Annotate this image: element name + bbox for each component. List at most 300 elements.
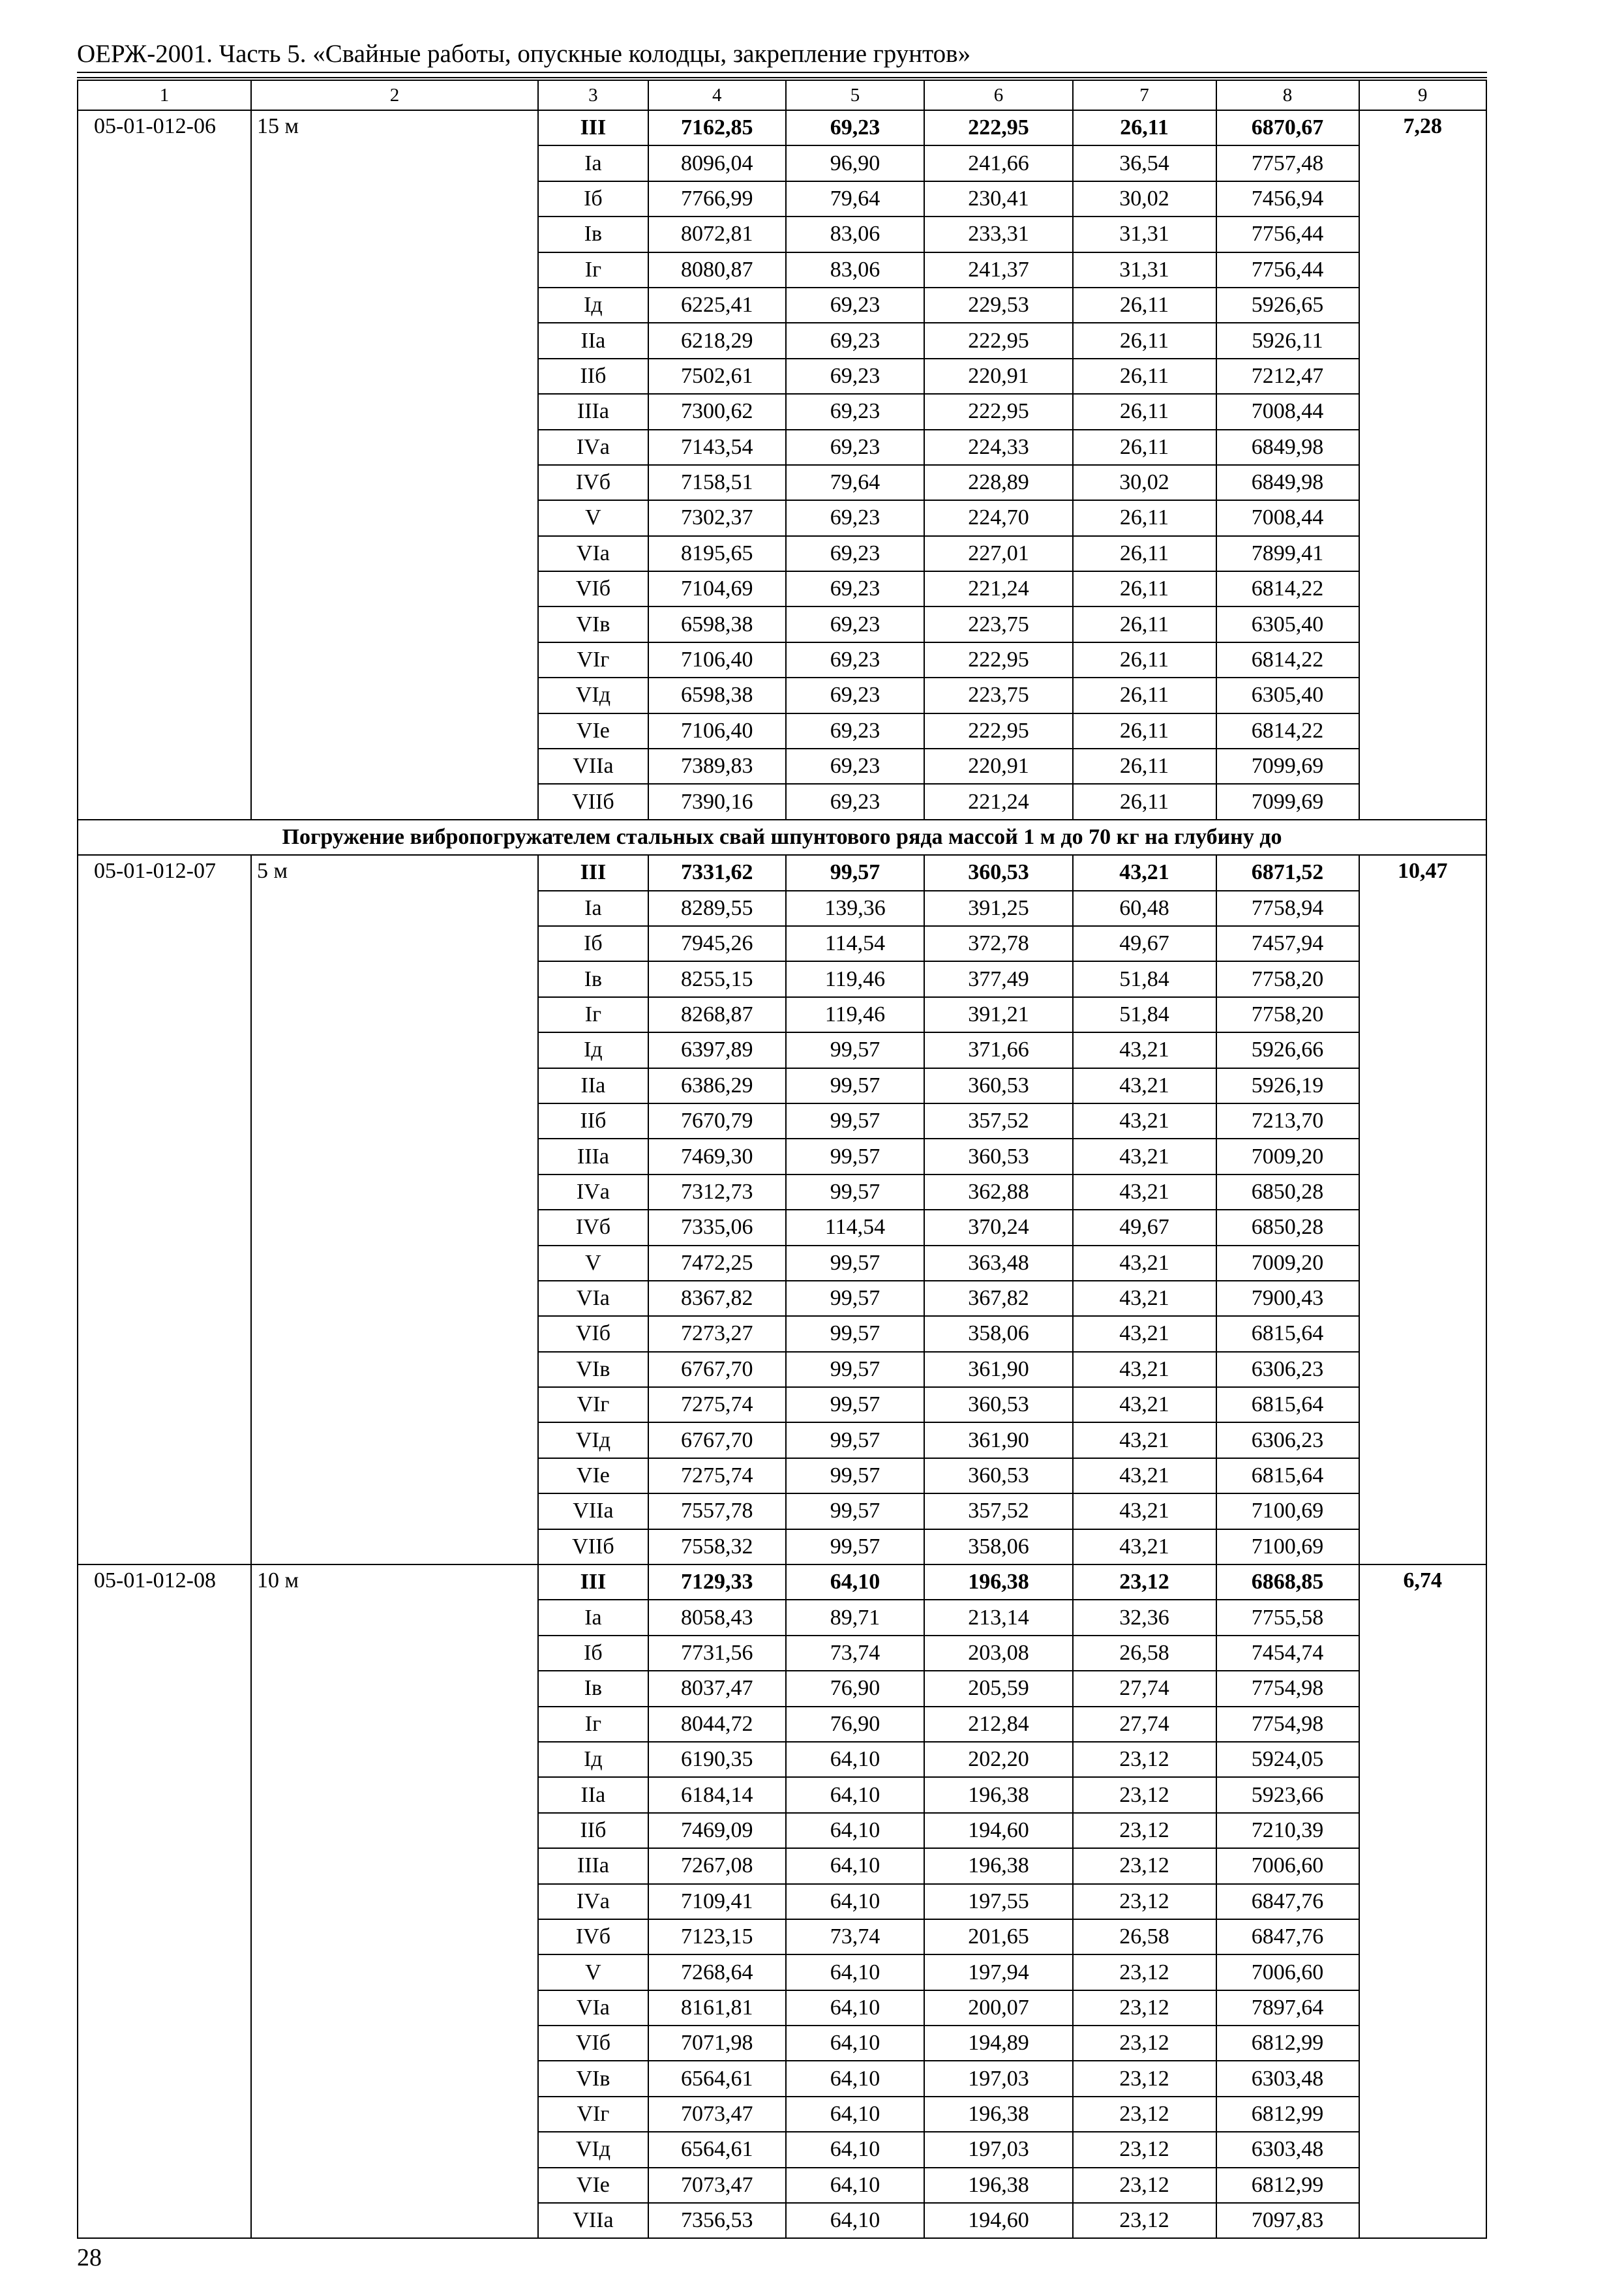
total-cost: 7123,15 (648, 1919, 786, 1954)
machine-cost: 212,84 (924, 1707, 1072, 1742)
labor-wages: 73,74 (786, 1636, 925, 1671)
zone-code: IVа (538, 1884, 648, 1919)
machine-cost: 223,75 (924, 606, 1072, 642)
materials-cost: 6815,64 (1216, 1316, 1359, 1351)
total-cost: 6225,41 (648, 288, 786, 323)
machine-cost: 227,01 (924, 536, 1072, 571)
machine-cost: 370,24 (924, 1210, 1072, 1245)
materials-cost: 7006,60 (1216, 1954, 1359, 1990)
zone-code: VIв (538, 1352, 648, 1387)
machine-cost: 360,53 (924, 1458, 1072, 1493)
operator-wages: 23,12 (1073, 1564, 1216, 1600)
total-cost: 7502,61 (648, 359, 786, 394)
labor-wages: 64,10 (786, 1954, 925, 1990)
document-title: ОЕРЖ-2001. Часть 5. «Свайные работы, опускные колодцы, закрепление грунтов» (77, 40, 971, 68)
operator-wages: 32,36 (1073, 1600, 1216, 1635)
operator-wages: 43,21 (1073, 1174, 1216, 1210)
total-cost: 7390,16 (648, 784, 786, 819)
operator-wages: 23,12 (1073, 2203, 1216, 2238)
column-number: 9 (1359, 80, 1487, 110)
materials-cost: 6847,76 (1216, 1884, 1359, 1919)
zone-code: III (538, 110, 648, 145)
materials-cost: 6303,48 (1216, 2061, 1359, 2096)
column-number: 4 (648, 80, 786, 110)
materials-cost: 5924,05 (1216, 1742, 1359, 1777)
machine-cost: 372,78 (924, 926, 1072, 961)
labor-wages: 64,10 (786, 1990, 925, 2026)
operator-wages: 26,11 (1073, 678, 1216, 713)
depth-value: 15 м (251, 110, 538, 820)
depth-value: 5 м (251, 855, 538, 1564)
operator-wages: 23,12 (1073, 2097, 1216, 2132)
machine-cost: 230,41 (924, 181, 1072, 217)
materials-cost: 7758,20 (1216, 961, 1359, 996)
zone-code: IIб (538, 1103, 648, 1139)
page-number: 28 (77, 2244, 102, 2271)
labor-wages: 69,23 (786, 288, 925, 323)
operator-wages: 26,11 (1073, 571, 1216, 606)
zone-code: VIе (538, 1458, 648, 1493)
machine-cost: 220,91 (924, 749, 1072, 784)
labor-wages: 139,36 (786, 891, 925, 926)
operator-wages: 43,21 (1073, 1458, 1216, 1493)
operator-wages: 26,58 (1073, 1636, 1216, 1671)
zone-code: IVа (538, 430, 648, 465)
rate-code: 05-01-012-07 (78, 855, 251, 1564)
operator-wages: 43,21 (1073, 1352, 1216, 1387)
operator-wages: 26,11 (1073, 784, 1216, 819)
machine-cost: 233,31 (924, 217, 1072, 252)
labor-wages: 69,23 (786, 536, 925, 571)
labor-wages: 99,57 (786, 1032, 925, 1068)
column-number-row (78, 80, 1486, 110)
machine-cost: 229,53 (924, 288, 1072, 323)
operator-wages: 43,21 (1073, 1246, 1216, 1281)
machine-cost: 196,38 (924, 1777, 1072, 1812)
header-double-rule (77, 72, 1487, 78)
labor-wages: 64,10 (786, 1848, 925, 1883)
operator-wages: 31,31 (1073, 252, 1216, 288)
operator-wages: 60,48 (1073, 891, 1216, 926)
materials-cost: 6814,22 (1216, 713, 1359, 749)
labor-wages: 99,57 (786, 1352, 925, 1387)
operator-wages: 43,21 (1073, 1068, 1216, 1103)
materials-cost: 6849,98 (1216, 465, 1359, 500)
machine-cost: 222,95 (924, 713, 1072, 749)
labor-wages: 69,23 (786, 749, 925, 784)
operator-wages: 23,12 (1073, 1954, 1216, 1990)
machine-cost: 194,60 (924, 2203, 1072, 2238)
operator-wages: 26,58 (1073, 1919, 1216, 1954)
machine-cost: 223,75 (924, 678, 1072, 713)
machine-cost: 362,88 (924, 1174, 1072, 1210)
machine-cost: 197,94 (924, 1954, 1072, 1990)
total-cost: 7389,83 (648, 749, 786, 784)
materials-cost: 6812,99 (1216, 2097, 1359, 2132)
section-heading: Погружение вибропогружателем стальных свай шпунтового ряда массой 1 м до 70 кг на глубину до (78, 820, 1486, 855)
total-cost: 7731,56 (648, 1636, 786, 1671)
materials-cost: 7210,39 (1216, 1813, 1359, 1848)
total-cost: 7073,47 (648, 2168, 786, 2203)
zone-code: VIб (538, 571, 648, 606)
machine-cost: 241,37 (924, 252, 1072, 288)
total-cost: 7670,79 (648, 1103, 786, 1139)
zone-code: Iд (538, 1032, 648, 1068)
total-cost: 6386,29 (648, 1068, 786, 1103)
machine-cost: 201,65 (924, 1919, 1072, 1954)
labor-wages: 99,57 (786, 1458, 925, 1493)
labor-hours: 7,28 (1359, 110, 1487, 820)
total-cost: 8080,87 (648, 252, 786, 288)
machine-cost: 213,14 (924, 1600, 1072, 1635)
materials-cost: 6306,23 (1216, 1352, 1359, 1387)
materials-cost: 5926,65 (1216, 288, 1359, 323)
machine-cost: 357,52 (924, 1493, 1072, 1529)
operator-wages: 51,84 (1073, 997, 1216, 1032)
materials-cost: 6812,99 (1216, 2026, 1359, 2061)
zone-code: VIа (538, 1281, 648, 1316)
total-cost: 6767,70 (648, 1422, 786, 1458)
total-cost: 6564,61 (648, 2061, 786, 2096)
machine-cost: 361,90 (924, 1422, 1072, 1458)
labor-wages: 119,46 (786, 961, 925, 996)
column-number: 8 (1216, 80, 1359, 110)
materials-cost: 7099,69 (1216, 749, 1359, 784)
zone-code: VIг (538, 642, 648, 678)
total-cost: 8367,82 (648, 1281, 786, 1316)
machine-cost: 377,49 (924, 961, 1072, 996)
zone-code: VIб (538, 2026, 648, 2061)
materials-cost: 7212,47 (1216, 359, 1359, 394)
operator-wages: 26,11 (1073, 323, 1216, 358)
labor-wages: 99,57 (786, 855, 925, 890)
operator-wages: 51,84 (1073, 961, 1216, 996)
total-cost: 8037,47 (648, 1671, 786, 1706)
machine-cost: 361,90 (924, 1352, 1072, 1387)
labor-wages: 114,54 (786, 926, 925, 961)
zone-code: VIг (538, 2097, 648, 2132)
labor-wages: 64,10 (786, 2132, 925, 2167)
zone-code: Iб (538, 926, 648, 961)
materials-cost: 6814,22 (1216, 642, 1359, 678)
machine-cost: 367,82 (924, 1281, 1072, 1316)
machine-cost: 220,91 (924, 359, 1072, 394)
page-header (77, 39, 1486, 69)
zone-code: Iв (538, 1671, 648, 1706)
total-cost: 7162,85 (648, 110, 786, 145)
zone-code: VIе (538, 2168, 648, 2203)
total-cost: 7300,62 (648, 394, 786, 429)
total-cost: 7275,74 (648, 1458, 786, 1493)
zone-code: IVа (538, 1174, 648, 1210)
machine-cost: 228,89 (924, 465, 1072, 500)
zone-code: IIа (538, 1068, 648, 1103)
total-cost: 6598,38 (648, 606, 786, 642)
operator-wages: 43,21 (1073, 1529, 1216, 1564)
materials-cost: 6812,99 (1216, 2168, 1359, 2203)
zone-code: VIд (538, 678, 648, 713)
labor-wages: 69,23 (786, 110, 925, 145)
operator-wages: 43,21 (1073, 855, 1216, 890)
labor-wages: 119,46 (786, 997, 925, 1032)
operator-wages: 30,02 (1073, 465, 1216, 500)
materials-cost: 7900,43 (1216, 1281, 1359, 1316)
labor-wages: 69,23 (786, 500, 925, 535)
table-row (78, 110, 1486, 145)
materials-cost: 7757,48 (1216, 145, 1359, 181)
materials-cost: 7009,20 (1216, 1139, 1359, 1174)
total-cost: 7472,25 (648, 1246, 786, 1281)
total-cost: 6218,29 (648, 323, 786, 358)
materials-cost: 6871,52 (1216, 855, 1359, 890)
zone-code: VIд (538, 2132, 648, 2167)
machine-cost: 196,38 (924, 2168, 1072, 2203)
zone-code: IIб (538, 359, 648, 394)
total-cost: 6190,35 (648, 1742, 786, 1777)
labor-wages: 64,10 (786, 2026, 925, 2061)
zone-code: IIа (538, 1777, 648, 1812)
materials-cost: 6847,76 (1216, 1919, 1359, 1954)
zone-code: Iг (538, 997, 648, 1032)
materials-cost: 7897,64 (1216, 1990, 1359, 2026)
operator-wages: 26,11 (1073, 500, 1216, 535)
labor-wages: 99,57 (786, 1281, 925, 1316)
zone-code: VIа (538, 536, 648, 571)
operator-wages: 26,11 (1073, 536, 1216, 571)
zone-code: VIб (538, 1316, 648, 1351)
machine-cost: 224,70 (924, 500, 1072, 535)
operator-wages: 23,12 (1073, 1848, 1216, 1883)
zone-code: Iг (538, 1707, 648, 1742)
machine-cost: 202,20 (924, 1742, 1072, 1777)
total-cost: 7945,26 (648, 926, 786, 961)
zone-code: Iб (538, 1636, 648, 1671)
total-cost: 7106,40 (648, 713, 786, 749)
operator-wages: 43,21 (1073, 1493, 1216, 1529)
total-cost: 8195,65 (648, 536, 786, 571)
total-cost: 6564,61 (648, 2132, 786, 2167)
operator-wages: 26,11 (1073, 288, 1216, 323)
total-cost: 7312,73 (648, 1174, 786, 1210)
labor-wages: 64,10 (786, 2168, 925, 2203)
operator-wages: 26,11 (1073, 713, 1216, 749)
zone-code: VIIа (538, 1493, 648, 1529)
operator-wages: 43,21 (1073, 1103, 1216, 1139)
zone-code: Iг (538, 252, 648, 288)
zone-code: Iа (538, 145, 648, 181)
operator-wages: 31,31 (1073, 217, 1216, 252)
total-cost: 7469,09 (648, 1813, 786, 1848)
labor-wages: 69,23 (786, 394, 925, 429)
zone-code: V (538, 1954, 648, 1990)
total-cost: 8255,15 (648, 961, 786, 996)
operator-wages: 23,12 (1073, 1884, 1216, 1919)
machine-cost: 241,66 (924, 145, 1072, 181)
materials-cost: 6815,64 (1216, 1458, 1359, 1493)
machine-cost: 197,03 (924, 2061, 1072, 2096)
zone-code: VIе (538, 713, 648, 749)
materials-cost: 7756,44 (1216, 217, 1359, 252)
labor-wages: 64,10 (786, 1813, 925, 1848)
materials-cost: 7756,44 (1216, 252, 1359, 288)
labor-wages: 89,71 (786, 1600, 925, 1635)
total-cost: 7143,54 (648, 430, 786, 465)
labor-wages: 99,57 (786, 1174, 925, 1210)
materials-cost: 6868,85 (1216, 1564, 1359, 1600)
total-cost: 7073,47 (648, 2097, 786, 2132)
operator-wages: 23,12 (1073, 2132, 1216, 2167)
total-cost: 7273,27 (648, 1316, 786, 1351)
materials-cost: 7755,58 (1216, 1600, 1359, 1635)
operator-wages: 23,12 (1073, 1990, 1216, 2026)
total-cost: 7275,74 (648, 1387, 786, 1422)
labor-wages: 64,10 (786, 1777, 925, 1812)
materials-cost: 6305,40 (1216, 606, 1359, 642)
materials-cost: 7008,44 (1216, 394, 1359, 429)
machine-cost: 203,08 (924, 1636, 1072, 1671)
labor-wages: 69,23 (786, 678, 925, 713)
materials-cost: 7097,83 (1216, 2203, 1359, 2238)
column-number: 3 (538, 80, 648, 110)
operator-wages: 43,21 (1073, 1032, 1216, 1068)
rate-code: 05-01-012-08 (78, 1564, 251, 2238)
operator-wages: 43,21 (1073, 1139, 1216, 1174)
materials-cost: 7899,41 (1216, 536, 1359, 571)
machine-cost: 200,07 (924, 1990, 1072, 2026)
machine-cost: 358,06 (924, 1529, 1072, 1564)
total-cost: 7158,51 (648, 465, 786, 500)
zone-code: IVб (538, 1919, 648, 1954)
labor-wages: 99,57 (786, 1529, 925, 1564)
materials-cost: 7100,69 (1216, 1493, 1359, 1529)
rate-code: 05-01-012-06 (78, 110, 251, 820)
materials-cost: 5923,66 (1216, 1777, 1359, 1812)
zone-code: IIIа (538, 1139, 648, 1174)
total-cost: 7558,32 (648, 1529, 786, 1564)
materials-cost: 7457,94 (1216, 926, 1359, 961)
zone-code: VIд (538, 1422, 648, 1458)
zone-code: V (538, 1246, 648, 1281)
machine-cost: 221,24 (924, 784, 1072, 819)
materials-cost: 7758,94 (1216, 891, 1359, 926)
column-number: 1 (78, 80, 251, 110)
labor-wages: 79,64 (786, 465, 925, 500)
operator-wages: 26,11 (1073, 394, 1216, 429)
labor-wages: 96,90 (786, 145, 925, 181)
operator-wages: 26,11 (1073, 606, 1216, 642)
labor-wages: 79,64 (786, 181, 925, 217)
zone-code: III (538, 855, 648, 890)
materials-cost: 6849,98 (1216, 430, 1359, 465)
operator-wages: 26,11 (1073, 642, 1216, 678)
operator-wages: 26,11 (1073, 749, 1216, 784)
machine-cost: 222,95 (924, 323, 1072, 358)
operator-wages: 27,74 (1073, 1671, 1216, 1706)
total-cost: 7106,40 (648, 642, 786, 678)
zone-code: Iд (538, 288, 648, 323)
materials-cost: 6870,67 (1216, 110, 1359, 145)
labor-wages: 76,90 (786, 1707, 925, 1742)
total-cost: 7071,98 (648, 2026, 786, 2061)
depth-value: 10 м (251, 1564, 538, 2238)
total-cost: 7335,06 (648, 1210, 786, 1245)
operator-wages: 26,11 (1073, 359, 1216, 394)
machine-cost: 360,53 (924, 855, 1072, 890)
total-cost: 7469,30 (648, 1139, 786, 1174)
total-cost: 6598,38 (648, 678, 786, 713)
section-heading-row (78, 820, 1486, 855)
zone-code: VIа (538, 1990, 648, 2026)
materials-cost: 6305,40 (1216, 678, 1359, 713)
operator-wages: 23,12 (1073, 2026, 1216, 2061)
labor-wages: 73,74 (786, 1919, 925, 1954)
labor-wages: 64,10 (786, 1884, 925, 1919)
zone-code: VIIб (538, 784, 648, 819)
zone-code: VIIа (538, 749, 648, 784)
total-cost: 6767,70 (648, 1352, 786, 1387)
operator-wages: 43,21 (1073, 1281, 1216, 1316)
materials-cost: 7099,69 (1216, 784, 1359, 819)
machine-cost: 358,06 (924, 1316, 1072, 1351)
total-cost: 8161,81 (648, 1990, 786, 2026)
labor-wages: 64,10 (786, 1742, 925, 1777)
machine-cost: 360,53 (924, 1139, 1072, 1174)
zone-code: VIв (538, 2061, 648, 2096)
total-cost: 6184,14 (648, 1777, 786, 1812)
zone-code: Iв (538, 217, 648, 252)
total-cost: 8058,43 (648, 1600, 786, 1635)
column-number: 7 (1073, 80, 1216, 110)
materials-cost: 7758,20 (1216, 997, 1359, 1032)
materials-cost: 6814,22 (1216, 571, 1359, 606)
labor-wages: 99,57 (786, 1422, 925, 1458)
machine-cost: 194,60 (924, 1813, 1072, 1848)
zone-code: IIа (538, 323, 648, 358)
total-cost: 7557,78 (648, 1493, 786, 1529)
labor-hours: 6,74 (1359, 1564, 1487, 2238)
zone-code: IVб (538, 1210, 648, 1245)
operator-wages: 43,21 (1073, 1422, 1216, 1458)
labor-wages: 69,23 (786, 713, 925, 749)
labor-wages: 99,57 (786, 1139, 925, 1174)
machine-cost: 363,48 (924, 1246, 1072, 1281)
machine-cost: 196,38 (924, 1848, 1072, 1883)
operator-wages: 23,12 (1073, 1742, 1216, 1777)
labor-wages: 69,23 (786, 359, 925, 394)
total-cost: 8044,72 (648, 1707, 786, 1742)
total-cost: 7267,08 (648, 1848, 786, 1883)
total-cost: 7766,99 (648, 181, 786, 217)
labor-wages: 69,23 (786, 642, 925, 678)
machine-cost: 391,25 (924, 891, 1072, 926)
machine-cost: 222,95 (924, 110, 1072, 145)
machine-cost: 224,33 (924, 430, 1072, 465)
labor-wages: 69,23 (786, 323, 925, 358)
total-cost: 7268,64 (648, 1954, 786, 1990)
machine-cost: 196,38 (924, 2097, 1072, 2132)
total-cost: 7129,33 (648, 1564, 786, 1600)
materials-cost: 7454,74 (1216, 1636, 1359, 1671)
column-number: 6 (924, 80, 1072, 110)
labor-wages: 99,57 (786, 1493, 925, 1529)
labor-wages: 69,23 (786, 430, 925, 465)
total-cost: 8096,04 (648, 145, 786, 181)
total-cost: 7302,37 (648, 500, 786, 535)
labor-wages: 64,10 (786, 2097, 925, 2132)
materials-cost: 5926,66 (1216, 1032, 1359, 1068)
zone-code: Iа (538, 891, 648, 926)
operator-wages: 23,12 (1073, 2168, 1216, 2203)
